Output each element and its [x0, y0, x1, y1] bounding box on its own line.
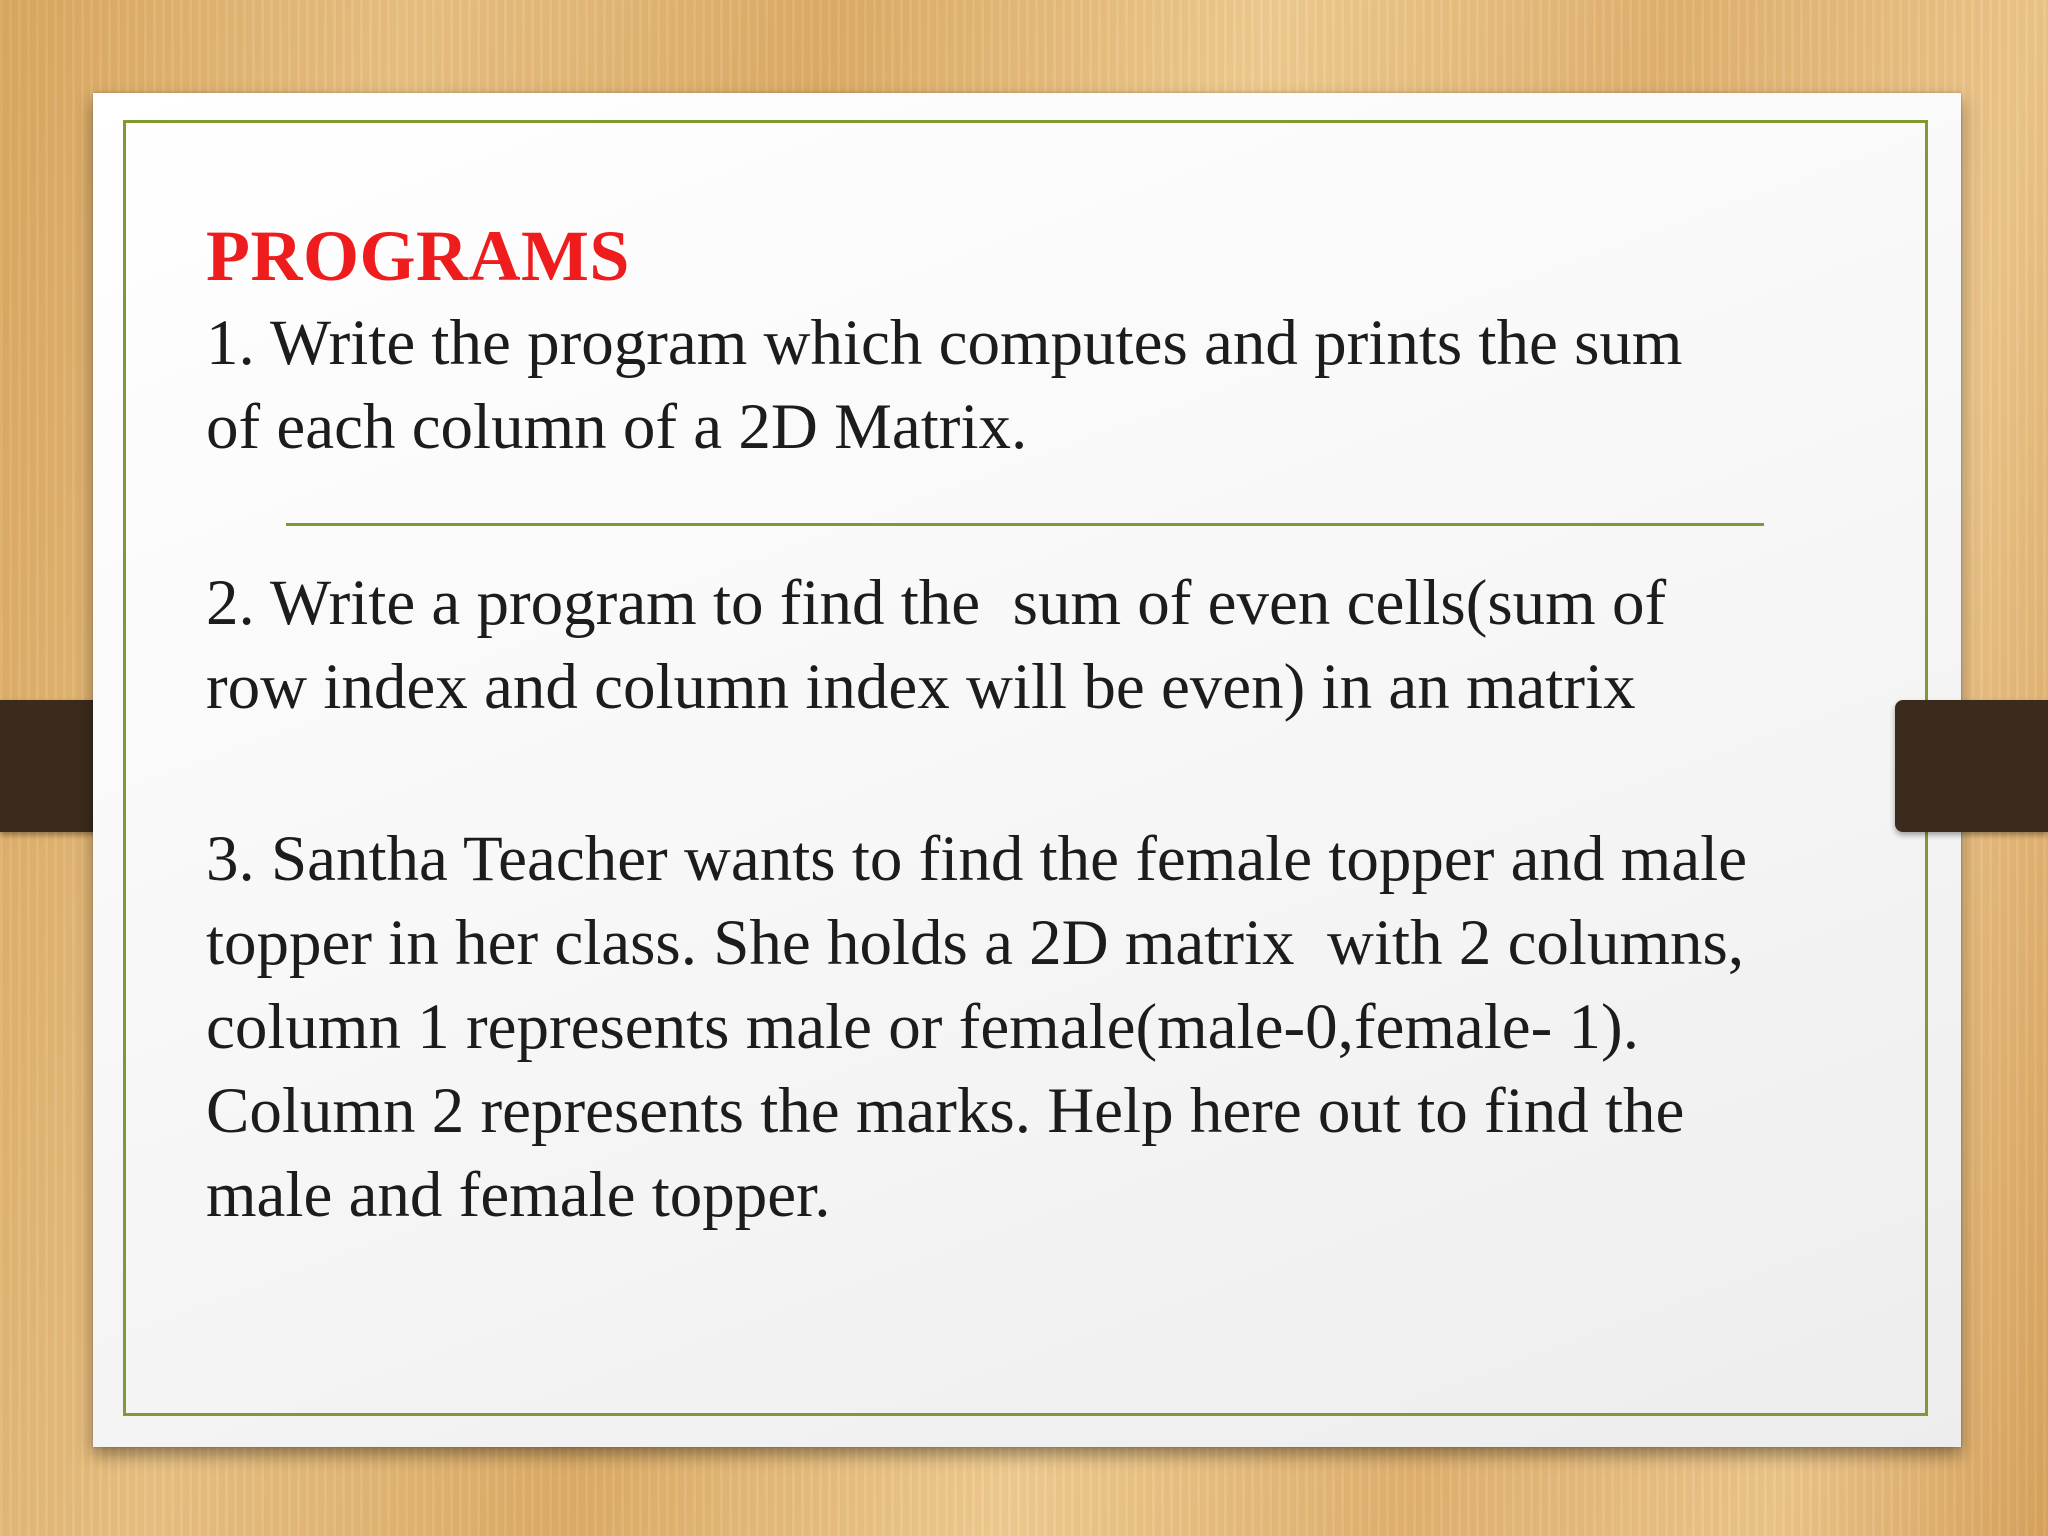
program-2-line-2: row index and column index will be even) in an matrix — [206, 651, 1636, 723]
program-1 — [206, 301, 1966, 469]
program-1-line-2: of each column of a 2D Matrix. — [206, 391, 1028, 463]
program-3-line-5: male and female topper. — [206, 1159, 831, 1231]
slide-title: PROGRAMS — [206, 216, 630, 296]
slide-card — [93, 93, 1961, 1447]
program-3-line-1: 3. Santha Teacher wants to find the female topper and male — [206, 823, 1748, 895]
binder-clip-right — [1895, 700, 2048, 832]
program-3-line-4: Column 2 represents the marks. Help here out to find the — [206, 1075, 1685, 1147]
program-3-line-2: topper in her class. She holds a 2D matrix with 2 columns, — [206, 907, 1745, 979]
program-2-line-1: 2. Write a program to find the sum of even cells(sum of — [206, 567, 1667, 639]
program-1-line-1: 1. Write the program which computes and prints the sum — [206, 307, 1683, 379]
slide-content — [206, 211, 1966, 1237]
program-3 — [206, 817, 1966, 1237]
program-3-line-3: column 1 represents male or female(male-0,female- 1). — [206, 991, 1639, 1063]
program-2 — [206, 561, 1966, 729]
